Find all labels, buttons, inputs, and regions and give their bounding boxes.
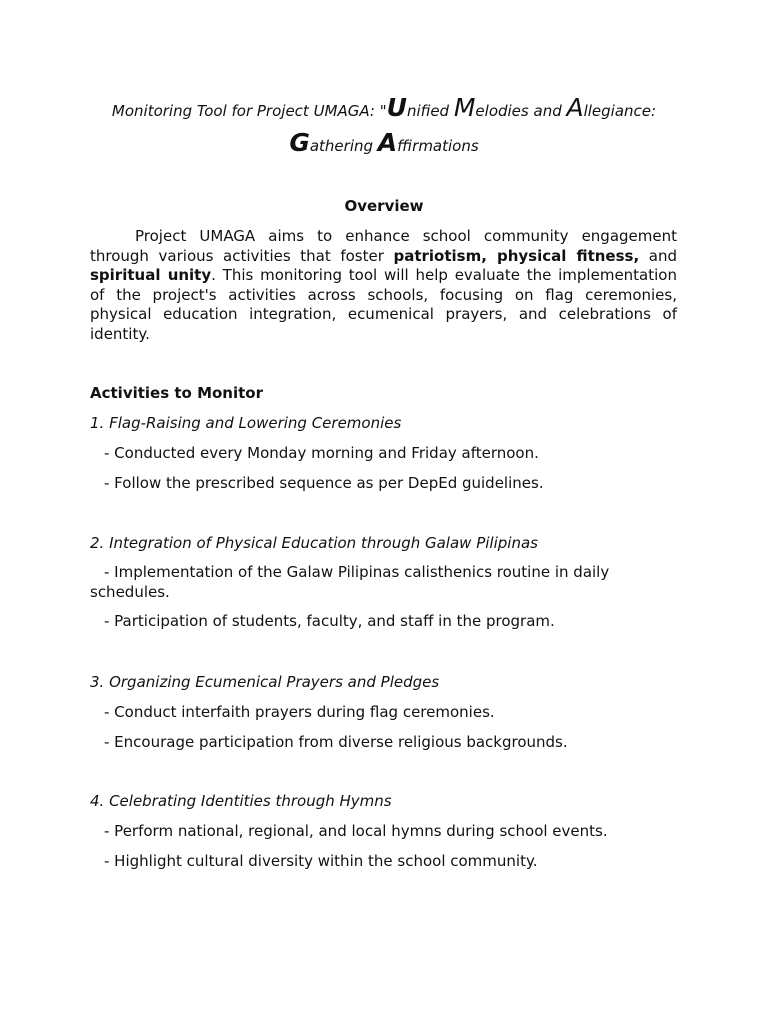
activity-title: 4. Celebrating Identities through Hymns xyxy=(90,792,392,810)
activity-bullet: - Participation of students, faculty, and staff in the program. xyxy=(104,612,555,630)
activity-bullet: - Perform national, regional, and local hymns during school events. xyxy=(104,822,608,840)
overview-bold: spiritual unity xyxy=(90,266,212,284)
title-word-rest: nified xyxy=(406,102,454,120)
title-cap-a2: A xyxy=(377,128,398,157)
activity-title: 3. Organizing Ecumenical Prayers and Pledges xyxy=(90,673,440,691)
overview-bold: patriotism, physical fitness, xyxy=(393,246,640,265)
activities-heading: Activities to Monitor xyxy=(90,384,263,402)
overview-text: and xyxy=(639,246,677,265)
title-word-rest: elodies and xyxy=(475,102,567,120)
activity-bullet: - Conduct interfaith prayers during flag ceremonies. xyxy=(104,703,495,721)
title-cap-u: U xyxy=(386,93,407,122)
title-word-rest: ffirmations xyxy=(397,137,479,155)
title-cap-a: A xyxy=(566,93,584,122)
activity-title: 2. Integration of Physical Education through Galaw Pilipinas xyxy=(90,534,538,552)
title-word-rest: llegiance: xyxy=(583,102,657,120)
overview-text: Project UMAGA aims to enhance school community engagement through various activities that foster xyxy=(90,227,677,265)
overview-text: . This monitoring tool will help evaluate the implementation of the project's activities across schools, focusing on flag ceremonies, physical education integration, ecumenical prayers, and celebrations of identity. xyxy=(90,266,677,343)
activity-bullet: - Conducted every Monday morning and Friday afternoon. xyxy=(104,444,539,462)
title-word-rest: athering xyxy=(309,137,378,155)
overview-paragraph xyxy=(90,227,677,344)
overview-heading: Overview xyxy=(344,197,424,215)
title-prefix: Monitoring Tool for Project UMAGA: " xyxy=(111,102,387,120)
title-cap-m: M xyxy=(453,93,476,122)
document-title xyxy=(60,92,708,162)
activity-title: 1. Flag-Raising and Lowering Ceremonies xyxy=(90,414,402,432)
title-cap-g: G xyxy=(289,128,310,157)
activity-bullet: - Implementation of the Galaw Pilipinas calisthenics routine in daily schedules. xyxy=(90,563,610,601)
activity-bullet: - Follow the prescribed sequence as per DepEd guidelines. xyxy=(104,474,544,492)
activity-bullet: - Encourage participation from diverse religious backgrounds. xyxy=(104,733,568,751)
activity-bullet: - Highlight cultural diversity within the school community. xyxy=(104,852,538,870)
